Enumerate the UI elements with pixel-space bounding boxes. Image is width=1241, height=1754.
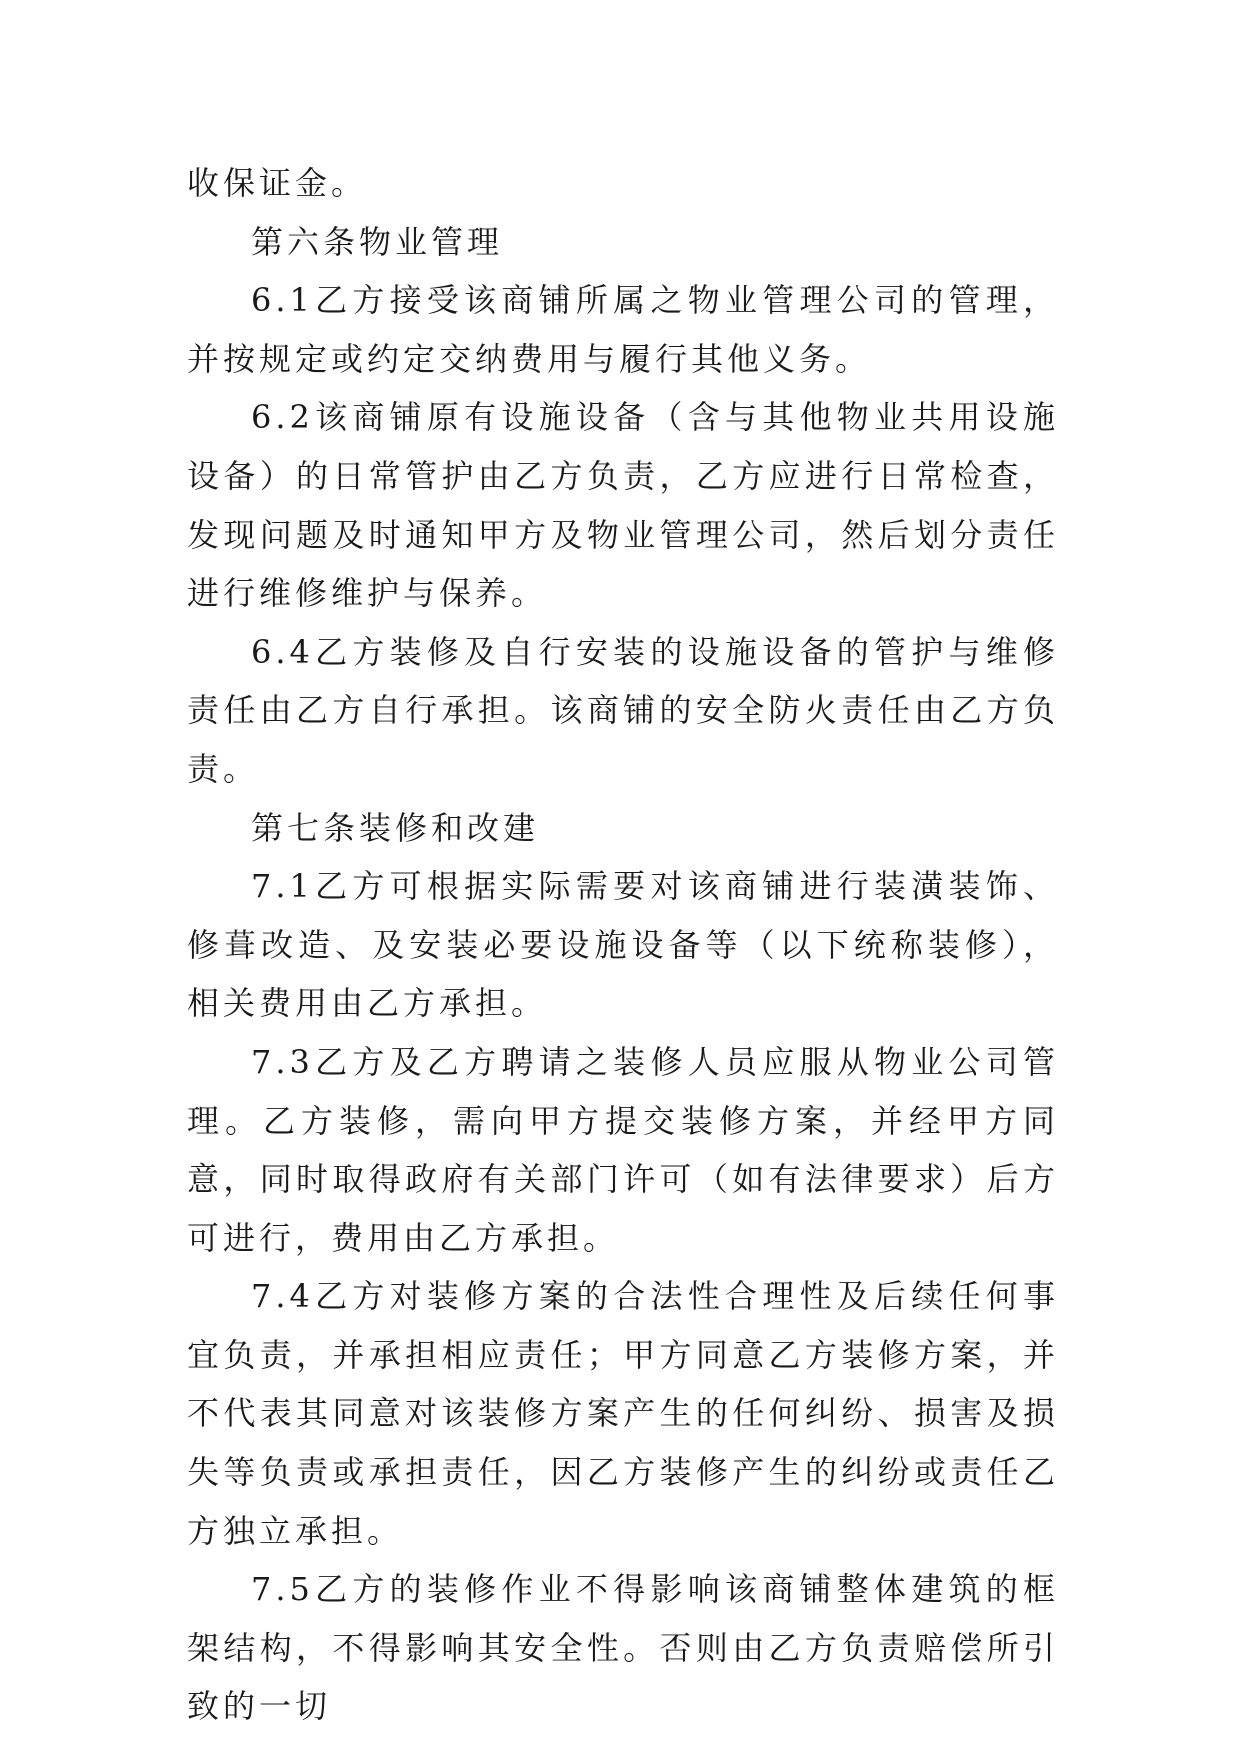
paragraph-continuation: 收保证金。 (187, 164, 368, 202)
clause-6-2: 6.2该商铺原有设施设备（含与其他物业共用设施设备）的日常管护由乙方负责，乙方应进行日常检查，发现问题及时通知甲方及物业管理公司，然后划分责任进行维修维护与保养。 (187, 398, 1059, 613)
document-body (187, 154, 1059, 1736)
clause-6-1: 6.1乙方接受该商铺所属之物业管理公司的管理，并按规定或约定交纳费用与履行其他义务。 (187, 281, 1059, 378)
section-heading-article-7: 第七条装修和改建 (251, 808, 540, 847)
clause-7-1: 7.1乙方可根据实际需要对该商铺进行装潢装饰、修葺改造、及安装必要设施设备等（以下统称装修），相关费用由乙方承担。 (187, 867, 1059, 1023)
clause-6-4: 6.4乙方装修及自行安装的设施设备的管护与维修责任由乙方自行承担。该商铺的安全防火责任由乙方负责。 (187, 632, 1059, 788)
clause-7-4: 7.4乙方对装修方案的合法性合理性及后续任何事宜负责，并承担相应责任；甲方同意乙方装修方案，并不代表其同意对该装修方案产生的任何纠纷、损害及损失等负责或承担责任，因乙方装修产生的纠纷或责任乙方独立承担。 (187, 1277, 1059, 1550)
clause-7-5: 7.5乙方的装修作业不得影响该商铺整体建筑的框架结构，不得影响其安全性。否则由乙方负责赔偿所引致的一切 (187, 1570, 1059, 1726)
clause-7-3: 7.3乙方及乙方聘请之装修人员应服从物业公司管理。乙方装修，需向甲方提交装修方案，并经甲方同意，同时取得政府有关部门许可（如有法律要求）后方可进行，费用由乙方承担。 (187, 1042, 1059, 1257)
section-heading-article-6: 第六条物业管理 (251, 222, 504, 261)
